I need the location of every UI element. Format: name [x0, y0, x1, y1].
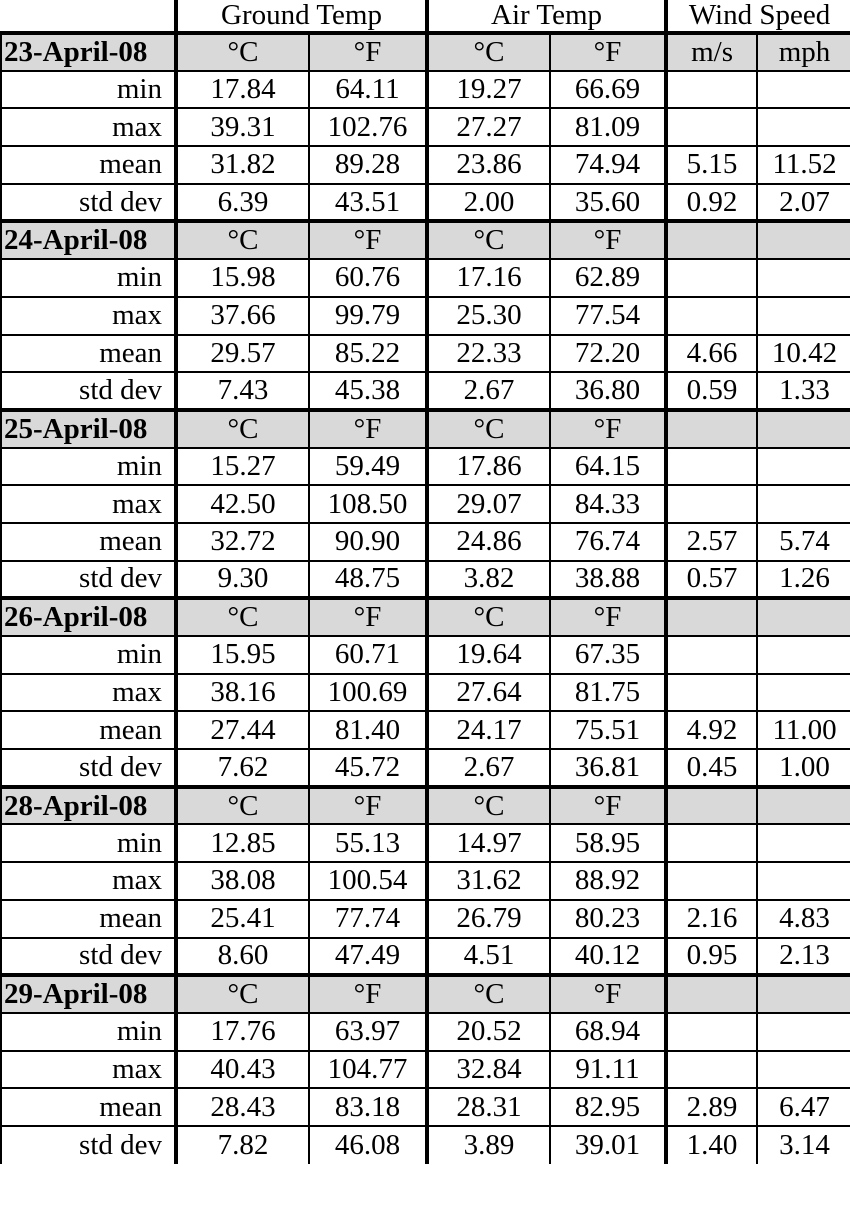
- wind-speed-ms-value: [666, 259, 757, 297]
- air-temp-c-value: 27.27: [427, 108, 550, 146]
- air-temp-header: Air Temp: [427, 0, 666, 33]
- air-temp-f-value: 62.89: [550, 259, 666, 297]
- ground-temp-c-value: 38.16: [176, 674, 309, 712]
- wind-speed-ms-value: [666, 485, 757, 523]
- table-row: [1, 938, 850, 976]
- unit-label: [757, 787, 850, 825]
- wind-speed-mph-value: 5.74: [757, 523, 850, 561]
- unit-label: °C: [427, 787, 550, 825]
- wind-speed-mph-value: 4.83: [757, 900, 850, 938]
- wind-speed-mph-value: 1.00: [757, 749, 850, 787]
- wind-speed-ms-value: 0.92: [666, 184, 757, 222]
- stat-label: min: [1, 448, 176, 486]
- stat-label: std dev: [1, 938, 176, 976]
- stat-label: mean: [1, 146, 176, 184]
- unit-label: °C: [427, 410, 550, 448]
- air-temp-f-value: 38.88: [550, 561, 666, 599]
- air-temp-f-value: 77.54: [550, 297, 666, 335]
- ground-temp-c-value: 8.60: [176, 938, 309, 976]
- stat-label: min: [1, 1013, 176, 1051]
- wind-speed-mph-value: 11.00: [757, 711, 850, 749]
- wind-speed-mph-value: 11.52: [757, 146, 850, 184]
- wind-speed-mph-value: [757, 485, 850, 523]
- air-temp-f-value: 66.69: [550, 71, 666, 109]
- ground-temp-f-value: 64.11: [309, 71, 427, 109]
- ground-temp-c-value: 28.43: [176, 1088, 309, 1126]
- ground-temp-c-value: 17.84: [176, 71, 309, 109]
- air-temp-c-value: 3.89: [427, 1126, 550, 1164]
- wind-speed-ms-value: 0.95: [666, 938, 757, 976]
- unit-label: m/s: [666, 33, 757, 71]
- header-blank-cell: [1, 0, 176, 33]
- table-row: [1, 108, 850, 146]
- date-header-row: [1, 598, 850, 636]
- unit-label: °C: [176, 975, 309, 1013]
- unit-label: °C: [427, 598, 550, 636]
- air-temp-c-value: 25.30: [427, 297, 550, 335]
- ground-temp-f-value: 60.71: [309, 636, 427, 674]
- ground-temp-f-value: 108.50: [309, 485, 427, 523]
- unit-label: °F: [550, 787, 666, 825]
- ground-temp-f-value: 83.18: [309, 1088, 427, 1126]
- table-row: [1, 372, 850, 410]
- air-temp-c-value: 27.64: [427, 674, 550, 712]
- date-label: 23-April-08: [1, 33, 176, 71]
- wind-speed-mph-value: [757, 674, 850, 712]
- ground-temp-c-value: 31.82: [176, 146, 309, 184]
- wind-speed-mph-value: [757, 448, 850, 486]
- table-body: [1, 33, 850, 1164]
- wind-speed-ms-value: 2.57: [666, 523, 757, 561]
- ground-temp-c-value: 38.08: [176, 862, 309, 900]
- unit-label: °F: [550, 33, 666, 71]
- table-row: [1, 900, 850, 938]
- stat-label: mean: [1, 900, 176, 938]
- ground-temp-f-value: 46.08: [309, 1126, 427, 1164]
- table-row: [1, 335, 850, 373]
- unit-label: [666, 410, 757, 448]
- ground-temp-c-value: 42.50: [176, 485, 309, 523]
- air-temp-f-value: 74.94: [550, 146, 666, 184]
- air-temp-f-value: 58.95: [550, 824, 666, 862]
- table-row: [1, 711, 850, 749]
- wind-speed-mph-value: [757, 1013, 850, 1051]
- air-temp-f-value: 81.09: [550, 108, 666, 146]
- wind-speed-ms-value: [666, 448, 757, 486]
- unit-label: [757, 410, 850, 448]
- stat-label: std dev: [1, 372, 176, 410]
- air-temp-f-value: 36.80: [550, 372, 666, 410]
- air-temp-c-value: 2.00: [427, 184, 550, 222]
- unit-label: °F: [550, 410, 666, 448]
- ground-temp-f-value: 60.76: [309, 259, 427, 297]
- ground-temp-c-value: 15.27: [176, 448, 309, 486]
- air-temp-c-value: 14.97: [427, 824, 550, 862]
- unit-label: [666, 598, 757, 636]
- stat-label: min: [1, 824, 176, 862]
- air-temp-c-value: 3.82: [427, 561, 550, 599]
- unit-label: °F: [550, 598, 666, 636]
- stat-label: max: [1, 1051, 176, 1089]
- unit-label: mph: [757, 33, 850, 71]
- table-row: [1, 146, 850, 184]
- table-row: [1, 259, 850, 297]
- table-row: [1, 862, 850, 900]
- table-row: [1, 561, 850, 599]
- ground-temp-c-value: 39.31: [176, 108, 309, 146]
- wind-speed-mph-value: 2.07: [757, 184, 850, 222]
- stat-label: std dev: [1, 749, 176, 787]
- wind-speed-mph-value: [757, 862, 850, 900]
- stat-label: min: [1, 71, 176, 109]
- air-temp-c-value: 24.86: [427, 523, 550, 561]
- unit-label: °F: [309, 221, 427, 259]
- unit-label: [666, 221, 757, 259]
- stat-label: max: [1, 862, 176, 900]
- ground-temp-f-value: 59.49: [309, 448, 427, 486]
- wind-speed-ms-value: [666, 297, 757, 335]
- ground-temp-c-value: 7.62: [176, 749, 309, 787]
- table-row: [1, 297, 850, 335]
- date-header-row: [1, 33, 850, 71]
- table-row: [1, 674, 850, 712]
- ground-temp-c-value: 15.95: [176, 636, 309, 674]
- date-header-row: [1, 410, 850, 448]
- wind-speed-ms-value: [666, 108, 757, 146]
- table-row: [1, 1051, 850, 1089]
- air-temp-c-value: 22.33: [427, 335, 550, 373]
- date-label: 28-April-08: [1, 787, 176, 825]
- wind-speed-ms-value: 4.66: [666, 335, 757, 373]
- wind-speed-mph-value: 3.14: [757, 1126, 850, 1164]
- ground-temp-f-value: 85.22: [309, 335, 427, 373]
- air-temp-f-value: 67.35: [550, 636, 666, 674]
- stat-label: std dev: [1, 1126, 176, 1164]
- ground-temp-f-value: 81.40: [309, 711, 427, 749]
- ground-temp-f-value: 63.97: [309, 1013, 427, 1051]
- unit-label: °C: [176, 33, 309, 71]
- unit-label: °C: [176, 221, 309, 259]
- unit-label: °F: [309, 33, 427, 71]
- wind-speed-ms-value: 1.40: [666, 1126, 757, 1164]
- air-temp-f-value: 76.74: [550, 523, 666, 561]
- wind-speed-ms-value: 4.92: [666, 711, 757, 749]
- stat-label: min: [1, 259, 176, 297]
- ground-temp-c-value: 15.98: [176, 259, 309, 297]
- table-row: [1, 1088, 850, 1126]
- table-row: [1, 71, 850, 109]
- air-temp-f-value: 39.01: [550, 1126, 666, 1164]
- unit-label: [757, 598, 850, 636]
- ground-temp-c-value: 29.57: [176, 335, 309, 373]
- wind-speed-ms-value: [666, 1013, 757, 1051]
- stat-label: max: [1, 674, 176, 712]
- air-temp-c-value: 2.67: [427, 372, 550, 410]
- air-temp-c-value: 28.31: [427, 1088, 550, 1126]
- table-row: [1, 636, 850, 674]
- unit-label: °C: [427, 221, 550, 259]
- wind-speed-ms-value: [666, 674, 757, 712]
- wind-speed-mph-value: 6.47: [757, 1088, 850, 1126]
- group-header-row: [1, 0, 850, 33]
- ground-temp-f-value: 102.76: [309, 108, 427, 146]
- table-row: [1, 184, 850, 222]
- wind-speed-ms-value: 0.45: [666, 749, 757, 787]
- air-temp-c-value: 32.84: [427, 1051, 550, 1089]
- ground-temp-c-value: 9.30: [176, 561, 309, 599]
- unit-label: °C: [427, 33, 550, 71]
- table-row: [1, 448, 850, 486]
- air-temp-c-value: 2.67: [427, 749, 550, 787]
- unit-label: [666, 975, 757, 1013]
- air-temp-c-value: 17.86: [427, 448, 550, 486]
- wind-speed-ms-value: 2.16: [666, 900, 757, 938]
- air-temp-f-value: 72.20: [550, 335, 666, 373]
- unit-label: °F: [309, 410, 427, 448]
- stat-label: mean: [1, 1088, 176, 1126]
- stat-label: std dev: [1, 561, 176, 599]
- ground-temp-c-value: 6.39: [176, 184, 309, 222]
- air-temp-c-value: 19.64: [427, 636, 550, 674]
- air-temp-f-value: 75.51: [550, 711, 666, 749]
- air-temp-c-value: 20.52: [427, 1013, 550, 1051]
- ground-temp-c-value: 27.44: [176, 711, 309, 749]
- air-temp-c-value: 31.62: [427, 862, 550, 900]
- date-label: 29-April-08: [1, 975, 176, 1013]
- wind-speed-mph-value: [757, 1051, 850, 1089]
- wind-speed-ms-value: [666, 1051, 757, 1089]
- ground-temp-f-value: 90.90: [309, 523, 427, 561]
- ground-temp-f-value: 47.49: [309, 938, 427, 976]
- air-temp-f-value: 80.23: [550, 900, 666, 938]
- ground-temp-c-value: 37.66: [176, 297, 309, 335]
- ground-temp-c-value: 17.76: [176, 1013, 309, 1051]
- unit-label: °F: [309, 787, 427, 825]
- wind-speed-ms-value: [666, 636, 757, 674]
- table-row: [1, 523, 850, 561]
- table-row: [1, 485, 850, 523]
- ground-temp-f-value: 89.28: [309, 146, 427, 184]
- unit-label: °C: [176, 787, 309, 825]
- unit-label: °C: [176, 598, 309, 636]
- stat-label: max: [1, 297, 176, 335]
- air-temp-f-value: 81.75: [550, 674, 666, 712]
- stat-label: mean: [1, 523, 176, 561]
- air-temp-f-value: 91.11: [550, 1051, 666, 1089]
- ground-temp-c-value: 40.43: [176, 1051, 309, 1089]
- stat-label: min: [1, 636, 176, 674]
- unit-label: [757, 221, 850, 259]
- ground-temp-f-value: 77.74: [309, 900, 427, 938]
- ground-temp-f-value: 100.54: [309, 862, 427, 900]
- table-row: [1, 824, 850, 862]
- date-label: 25-April-08: [1, 410, 176, 448]
- air-temp-c-value: 24.17: [427, 711, 550, 749]
- air-temp-c-value: 23.86: [427, 146, 550, 184]
- unit-label: °F: [550, 975, 666, 1013]
- wind-speed-ms-value: 5.15: [666, 146, 757, 184]
- ground-temp-header: Ground Temp: [176, 0, 427, 33]
- ground-temp-f-value: 48.75: [309, 561, 427, 599]
- wind-speed-mph-value: [757, 824, 850, 862]
- wind-speed-ms-value: [666, 862, 757, 900]
- ground-temp-f-value: 45.38: [309, 372, 427, 410]
- wind-speed-mph-value: 1.26: [757, 561, 850, 599]
- table-row: [1, 1126, 850, 1164]
- ground-temp-c-value: 32.72: [176, 523, 309, 561]
- wind-speed-header: Wind Speed: [666, 0, 850, 33]
- air-temp-f-value: 88.92: [550, 862, 666, 900]
- air-temp-f-value: 84.33: [550, 485, 666, 523]
- ground-temp-f-value: 43.51: [309, 184, 427, 222]
- air-temp-f-value: 40.12: [550, 938, 666, 976]
- air-temp-c-value: 26.79: [427, 900, 550, 938]
- unit-label: °F: [309, 975, 427, 1013]
- stat-label: max: [1, 485, 176, 523]
- air-temp-c-value: 4.51: [427, 938, 550, 976]
- wind-speed-mph-value: [757, 636, 850, 674]
- air-temp-c-value: 19.27: [427, 71, 550, 109]
- unit-label: °C: [176, 410, 309, 448]
- unit-label: °C: [427, 975, 550, 1013]
- table-row: [1, 1013, 850, 1051]
- stat-label: max: [1, 108, 176, 146]
- ground-temp-c-value: 7.82: [176, 1126, 309, 1164]
- air-temp-f-value: 36.81: [550, 749, 666, 787]
- ground-temp-f-value: 99.79: [309, 297, 427, 335]
- wind-speed-ms-value: [666, 824, 757, 862]
- ground-temp-c-value: 25.41: [176, 900, 309, 938]
- wind-speed-ms-value: [666, 71, 757, 109]
- wind-speed-ms-value: 0.57: [666, 561, 757, 599]
- wind-speed-mph-value: [757, 71, 850, 109]
- wind-speed-mph-value: 1.33: [757, 372, 850, 410]
- wind-speed-mph-value: 2.13: [757, 938, 850, 976]
- ground-temp-f-value: 55.13: [309, 824, 427, 862]
- wind-speed-ms-value: 2.89: [666, 1088, 757, 1126]
- air-temp-c-value: 17.16: [427, 259, 550, 297]
- unit-label: °F: [550, 221, 666, 259]
- table-row: [1, 749, 850, 787]
- air-temp-f-value: 68.94: [550, 1013, 666, 1051]
- date-header-row: [1, 221, 850, 259]
- wind-speed-ms-value: 0.59: [666, 372, 757, 410]
- wind-speed-mph-value: 10.42: [757, 335, 850, 373]
- wind-speed-mph-value: [757, 259, 850, 297]
- date-header-row: [1, 975, 850, 1013]
- air-temp-c-value: 29.07: [427, 485, 550, 523]
- date-label: 26-April-08: [1, 598, 176, 636]
- ground-temp-f-value: 104.77: [309, 1051, 427, 1089]
- date-label: 24-April-08: [1, 221, 176, 259]
- air-temp-f-value: 82.95: [550, 1088, 666, 1126]
- air-temp-f-value: 64.15: [550, 448, 666, 486]
- stat-label: mean: [1, 711, 176, 749]
- stat-label: mean: [1, 335, 176, 373]
- stat-label: std dev: [1, 184, 176, 222]
- air-temp-f-value: 35.60: [550, 184, 666, 222]
- wind-speed-mph-value: [757, 297, 850, 335]
- unit-label: °F: [309, 598, 427, 636]
- ground-temp-f-value: 100.69: [309, 674, 427, 712]
- ground-temp-c-value: 12.85: [176, 824, 309, 862]
- wind-speed-mph-value: [757, 108, 850, 146]
- unit-label: [757, 975, 850, 1013]
- unit-label: [666, 787, 757, 825]
- ground-temp-c-value: 7.43: [176, 372, 309, 410]
- date-header-row: [1, 787, 850, 825]
- ground-temp-f-value: 45.72: [309, 749, 427, 787]
